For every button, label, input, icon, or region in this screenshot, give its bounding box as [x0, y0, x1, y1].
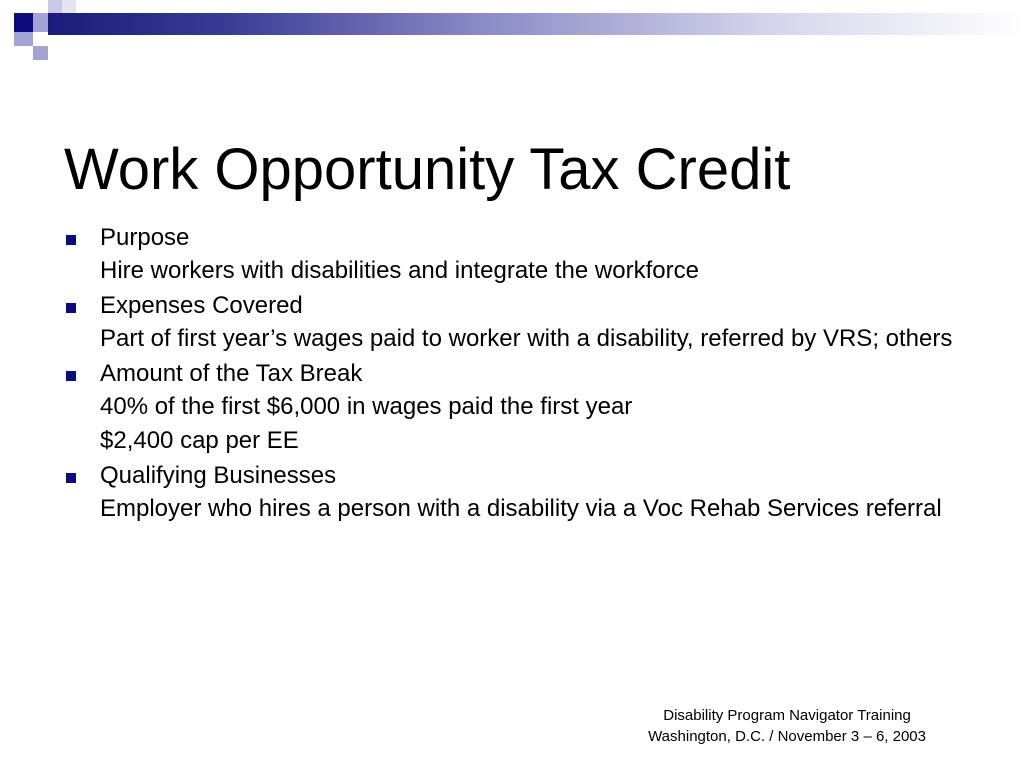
square-bullet-icon — [66, 235, 76, 245]
bullet-item-purpose — [62, 224, 962, 252]
bullet-heading: Amount of the Tax Break — [100, 360, 363, 387]
footer-line-event: Disability Program Navigator Training — [663, 707, 911, 724]
corner-square-lavender-left — [14, 32, 33, 46]
corner-square-gap — [33, 32, 48, 46]
square-bullet-icon — [66, 303, 76, 313]
bullet-detail: Employer who hires a person with a disability via a Voc Rehab Services referral — [100, 495, 942, 522]
bullet-heading: Qualifying Businesses — [100, 462, 337, 489]
square-bullet-icon — [66, 371, 76, 381]
bullet-item-expenses-covered — [62, 292, 962, 320]
corner-square-light — [48, 0, 62, 13]
bullet-heading: Expenses Covered — [100, 292, 303, 319]
bullet-detail: 40% of the first $6,000 in wages paid the first year — [100, 393, 633, 420]
corner-square-lavender-top — [33, 13, 48, 32]
slide-footer — [648, 705, 926, 747]
bullet-item-amount-of-tax-break — [62, 360, 962, 388]
corner-square-lavender-bottom — [33, 46, 48, 60]
slide-content — [62, 224, 962, 530]
corner-square-navy — [14, 13, 33, 32]
bullet-detail: $2,400 cap per EE — [100, 427, 299, 454]
bullet-detail: Hire workers with disabilities and integrate the workforce — [100, 257, 699, 284]
header-gradient-bar — [48, 13, 1024, 35]
bullet-detail: Part of first year’s wages paid to worker with a disability, referred by VRS; others — [100, 325, 953, 352]
corner-square-faint — [62, 0, 76, 13]
bullet-item-qualifying-businesses — [62, 462, 962, 490]
slide-title: Work Opportunity Tax Credit — [64, 136, 791, 202]
bullet-heading: Purpose — [100, 224, 190, 251]
square-bullet-icon — [66, 473, 76, 483]
footer-line-location-date: Washington, D.C. / November 3 – 6, 2003 — [648, 728, 926, 745]
